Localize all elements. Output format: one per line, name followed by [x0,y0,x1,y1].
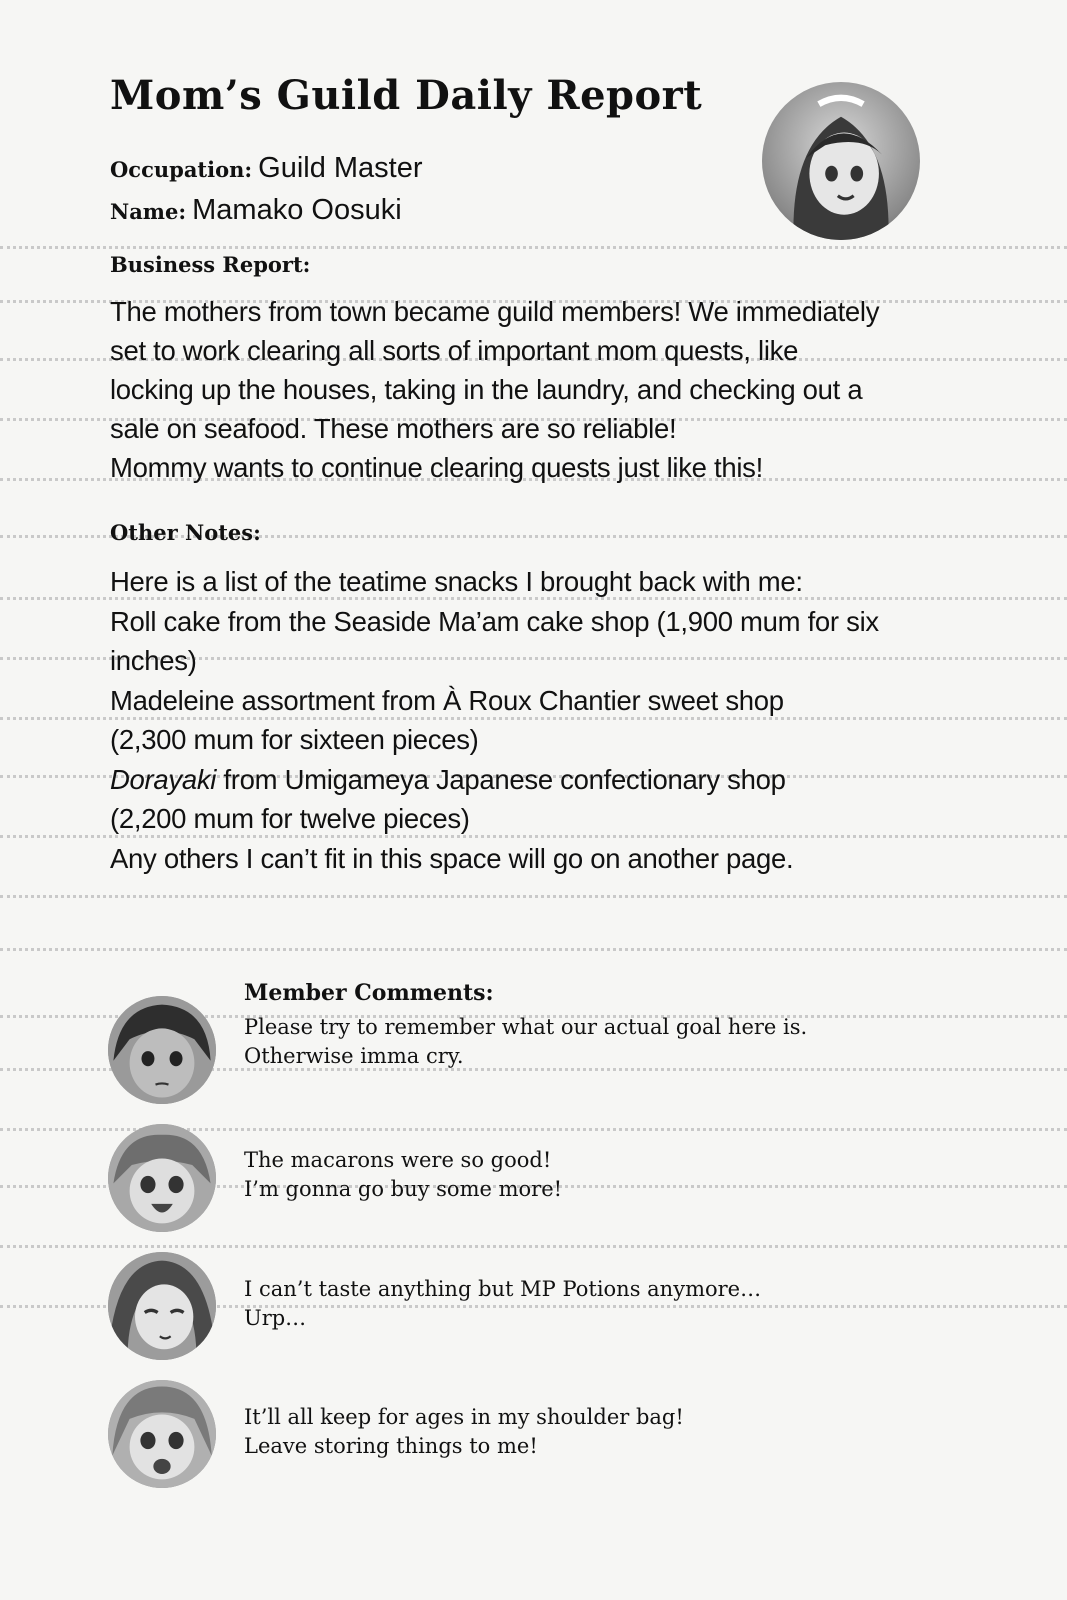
member-comment [244,1275,761,1333]
dorayaki-rest: from Umigameya Japanese confectionary shop [216,763,786,795]
report-line: The mothers from town became guild members! We immediately [110,296,880,327]
occupation-value: Guild Master [258,152,423,184]
guild-master-avatar [762,82,920,240]
portrait-icon [108,996,216,1104]
member-avatar [108,1252,216,1360]
notes-line: Madeleine assortment from À Roux Chantier sweet shop [110,684,784,716]
occupation-label: Occupation: [110,157,253,182]
portrait-icon [762,82,920,240]
notes-line: inches) [110,645,197,676]
comment-line: Otherwise imma cry. [244,1044,464,1068]
portrait-icon [108,1124,216,1232]
business-report-body [110,292,940,487]
comment-line: Urp… [244,1306,307,1330]
report-line: sale on seafood. These mothers are so reliable! [110,413,677,444]
page-title: Mom’s Guild Daily Report [110,72,703,119]
other-notes-body [110,562,940,878]
ruled-line [0,948,1067,951]
occupation-field [110,152,423,185]
notes-line: (2,200 mum for twelve pieces) [110,803,470,834]
report-line: locking up the houses, taking in the laundry, and checking out a [110,374,863,405]
notes-line: (2,300 mum for sixteen pieces) [110,724,479,755]
member-comment [244,1403,684,1461]
member-comment [244,1146,562,1204]
comment-line: The macarons were so good! [244,1148,552,1172]
business-report-heading: Business Report: [110,252,311,277]
notes-line: Any others I can’t fit in this space will go on another page. [110,842,794,874]
member-comments-heading: Member Comments: [244,980,494,1006]
other-notes-heading: Other Notes: [110,520,261,545]
report-line: Mommy wants to continue clearing quests just like this! [110,452,763,483]
name-value: Mamako Oosuki [192,194,402,226]
comment-line: I can’t taste anything but MP Potions anymore… [244,1277,762,1301]
member-avatar [108,1380,216,1488]
comment-line: Leave storing things to me! [244,1434,538,1458]
notes-line: Roll cake from the Seaside Ma’am cake shop (1,900 mum for six [110,605,879,637]
name-label: Name: [110,199,187,224]
member-avatar [108,1124,216,1232]
portrait-icon [108,1380,216,1488]
ruled-line [0,246,1067,249]
portrait-icon [108,1252,216,1360]
ruled-line [0,1245,1067,1248]
ruled-line [0,895,1067,898]
comment-line: Please try to remember what our actual goal here is. [244,1015,808,1039]
notes-line: Here is a list of the teatime snacks I brought back with me: [110,566,803,597]
dorayaki-word: Dorayaki [110,763,217,795]
member-avatar [108,996,216,1104]
name-field [110,194,402,227]
notes-line [110,760,940,800]
comment-line: It’ll all keep for ages in my shoulder bag! [244,1405,684,1429]
comment-line: I’m gonna go buy some more! [244,1177,563,1201]
report-line: set to work clearing all sorts of important mom quests, like [110,335,799,366]
member-comment [244,1013,807,1071]
